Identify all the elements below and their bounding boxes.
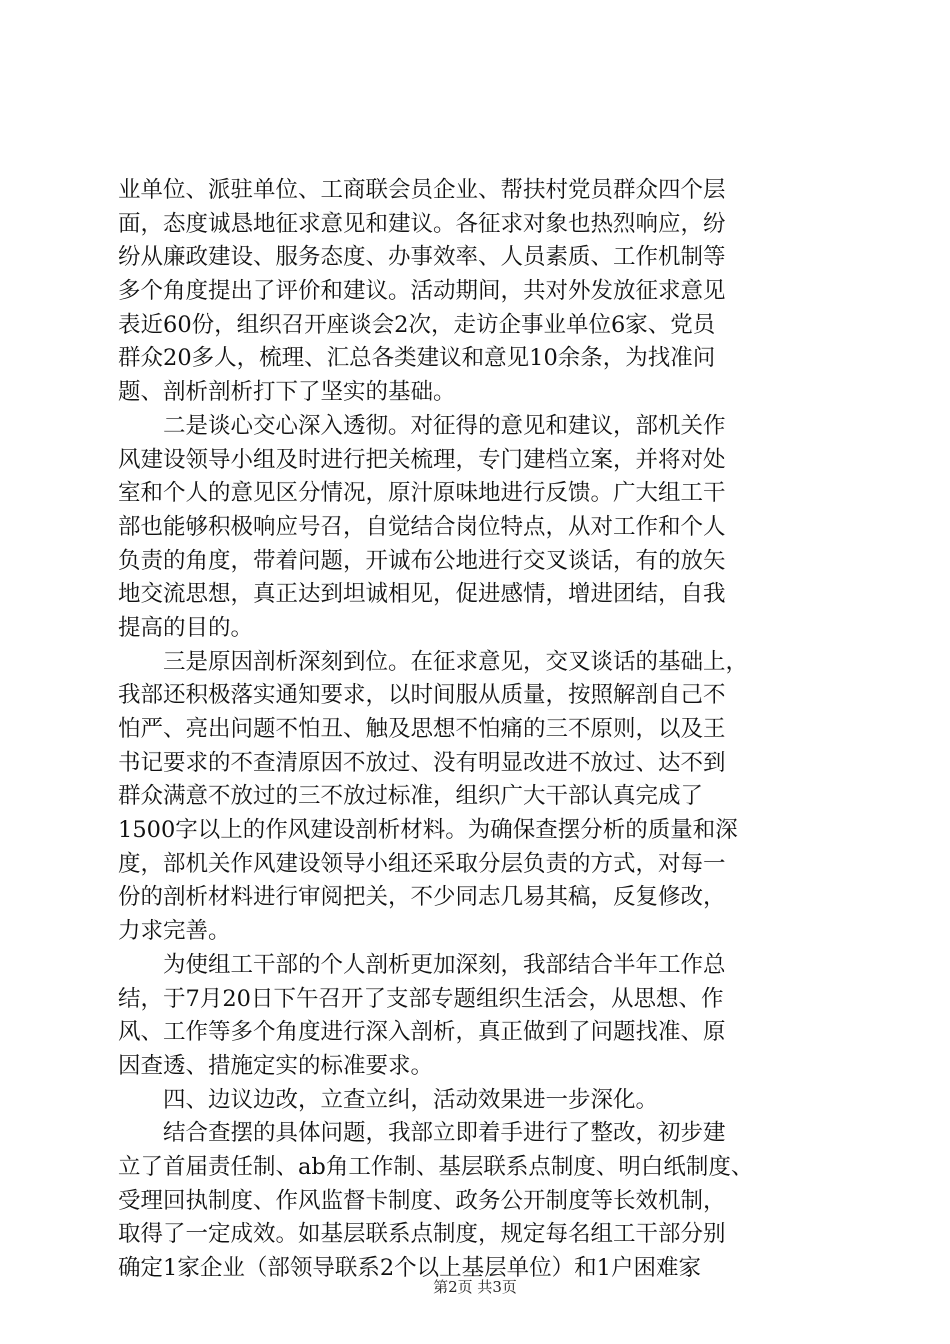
text-line: 纷从廉政建设、服务态度、办事效率、人员素质、工作机制等	[118, 244, 726, 271]
text-line: 确定1家企业（部领导联系2个以上基层单位）和1户困难家	[118, 1255, 701, 1281]
text-line: 地交流思想，真正达到坦诚相见，促进感情，增进团结，自我	[118, 581, 726, 608]
text-line: 表近60份，组织召开座谈会2次，走访企事业单位6家、党员	[118, 311, 716, 338]
text-line: 群众满意不放过的三不放过标准，组织广大干部认真完成了	[118, 783, 704, 810]
text-line: 风、工作等多个角度进行深入剖析，真正做到了问题找准、原	[118, 1019, 726, 1046]
text-line: 结合查摆的具体问题，我部立即着手进行了整改，初步建	[118, 1120, 726, 1147]
text-line: 结，于7月20日下午召开了支部专题组织生活会，从思想、作	[118, 985, 724, 1012]
page-number-footer: 第2页 共3页	[433, 1278, 517, 1296]
text-line: 提高的目的。	[118, 614, 254, 641]
text-line: 负责的角度，带着问题，开诚布公地进行交叉谈话，有的放矢	[118, 547, 726, 574]
text-line: 部也能够积极响应号召，自觉结合岗位特点，从对工作和个人	[118, 513, 726, 540]
text-line: 三是原因剖析深刻到位。在征求意见，交叉谈话的基础上，	[118, 648, 749, 675]
text-line: 题、剖析剖析打下了坚实的基础。	[118, 379, 456, 406]
text-line: 力求完善。	[118, 918, 231, 945]
text-line: 面，态度诚恳地征求意见和建议。各征求对象也热烈响应，纷	[118, 210, 726, 237]
body-text	[118, 174, 836, 1286]
text-line: 受理回执制度、作风监督卡制度、政务公开制度等长效机制，	[118, 1187, 726, 1214]
text-line: 度，部机关作风建设领导小组还采取分层负责的方式，对每一	[118, 850, 726, 877]
text-line: 四、边议边改，立查立纠，活动效果进一步深化。	[118, 1086, 659, 1113]
text-line: 取得了一定成效。如基层联系点制度，规定每名组工干部分别	[118, 1221, 726, 1248]
text-line: 室和个人的意见区分情况，原汁原味地进行反馈。广大组工干	[118, 480, 726, 507]
text-line: 二是谈心交心深入透彻。对征得的意见和建议，部机关作	[118, 412, 726, 439]
text-line: 1500字以上的作风建设剖析材料。为确保查摆分析的质量和深	[118, 817, 738, 844]
text-line: 风建设领导小组及时进行把关梳理，专门建档立案，并将对处	[118, 446, 726, 473]
text-line: 我部还积极落实通知要求，以时间服从质量，按照解剖自己不	[118, 682, 726, 709]
text-line: 为使组工干部的个人剖析更加深刻，我部结合半年工作总	[118, 951, 726, 978]
text-line: 份的剖析材料进行审阅把关，不少同志几易其稿，反复修改，	[118, 884, 726, 911]
text-line: 书记要求的不查清原因不放过、没有明显改进不放过、达不到	[118, 749, 726, 776]
text-line: 因查透、措施定实的标准要求。	[118, 1052, 434, 1079]
text-line: 怕严、亮出问题不怕丑、触及思想不怕痛的三不原则，以及王	[118, 716, 726, 742]
text-line: 多个角度提出了评价和建议。活动期间，共对外发放征求意见	[118, 278, 726, 305]
text-line: 业单位、派驻单位、工商联会员企业、帮扶村党员群众四个层	[118, 177, 726, 203]
text-line: 立了首届责任制、ab角工作制、基层联系点制度、明白纸制度、	[118, 1153, 754, 1180]
text-line: 群众20多人，梳理、汇总各类建议和意见10余条，为找准问	[118, 345, 716, 372]
